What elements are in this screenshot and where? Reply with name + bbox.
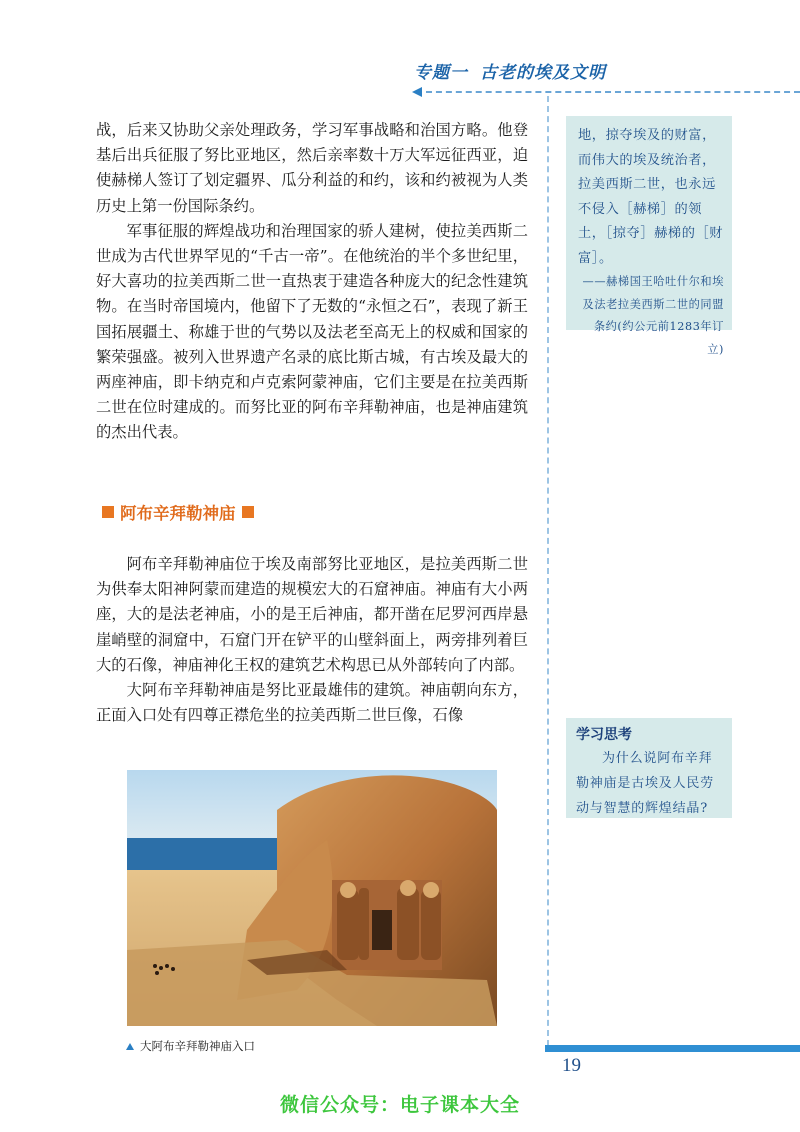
- chapter-header: [414, 58, 634, 86]
- paragraph: 战，后来又协助父亲处理政务，学习军事战略和治国方略。他登基后出兵征服了努比亚地区，然后亲率数十万大军远征西亚，迫使赫梯人签订了划定疆界、瓜分利益的和约，该和约被视为人类历史上第一份国际条约。: [96, 121, 528, 215]
- quote-source: ——赫梯国王哈吐什尔和埃及法老拉美西斯二世的同盟条约(约公元前1283年订立): [582, 275, 724, 356]
- paragraph: 阿布辛拜勒神庙位于埃及南部努比亚地区，是拉美西斯二世为供奉太阳神阿蒙而建造的规模宏大的石窟神庙。神庙有大小两座，大的是法老神庙，小的是王后神庙，都开凿在尼罗河西岸悬崖峭壁的洞窟中，石窟门开在铲平的山壁斜面上，两旁排列着巨大的石像，神庙神化王权的建筑艺术构思已从外部转向了内部。: [96, 555, 528, 674]
- quote-text: 地，掠夺埃及的财富，而伟大的埃及统治者，拉美西斯二世，也永远不侵入［赫梯］的领土，［掠夺］赫梯的［财富］。: [578, 128, 724, 266]
- paragraph: 大阿布辛拜勒神庙是努比亚最雄伟的建筑。神庙朝向东方，正面入口处有四尊正襟危坐的拉美西斯二世巨像，石像: [96, 681, 528, 725]
- margin-divider: [547, 96, 549, 1046]
- square-bullet-icon: [242, 506, 254, 518]
- sidebar-think-box: [566, 718, 732, 818]
- page-number: 19: [562, 1055, 581, 1076]
- watermark: 微信公众号：电子课本大全: [279, 1094, 520, 1116]
- temple-photo: [127, 770, 497, 1026]
- body-text-section: [96, 552, 528, 728]
- temple-photo-illustration: [127, 770, 497, 1026]
- body-text-top: [96, 118, 528, 446]
- square-bullet-icon: [102, 506, 114, 518]
- triangle-marker-icon: [126, 1043, 134, 1050]
- photo-caption-text: 大阿布辛拜勒神庙入口: [140, 1039, 255, 1053]
- chapter-title: 古老的埃及文明: [480, 63, 606, 83]
- header-rule: [412, 90, 800, 94]
- think-box-text: 为什么说阿布辛拜勒神庙是古埃及人民劳动与智慧的辉煌结晶?: [576, 751, 715, 816]
- header-dashed-line: [426, 91, 800, 93]
- think-box-title: 学习思考: [576, 727, 632, 743]
- photo-caption: [126, 1038, 255, 1054]
- section-heading: [102, 500, 254, 524]
- paragraph: 军事征服的辉煌战功和治理国家的骄人建树，使拉美西斯二世成为古代世界罕见的“千古一帝”。在他统治的半个多世纪里，好大喜功的拉美西斯二世一直热衷于建造各种庞大的纪念性建筑物。在当时帝国境内，他留下了无数的“永恒之石”，表现了新王国拓展疆土、称雄于世的气势以及法老至高无上的权威和国家的繁荣强盛。被列入世界遗产名录的底比斯古城，有古埃及最大的两座神庙，即卡纳克和卢克索阿蒙神庙，它们主要是在拉美西斯二世在位时建成的。而努比亚的阿布辛拜勒神庙，也是神庙建筑的杰出代表。: [96, 221, 528, 442]
- section-heading-text: 阿布辛拜勒神庙: [120, 504, 236, 523]
- chapter-label: 专题一: [414, 63, 468, 83]
- page-footer-bar: [545, 1045, 800, 1052]
- arrow-left-icon: [412, 87, 422, 97]
- sidebar-quote-box: [566, 116, 732, 356]
